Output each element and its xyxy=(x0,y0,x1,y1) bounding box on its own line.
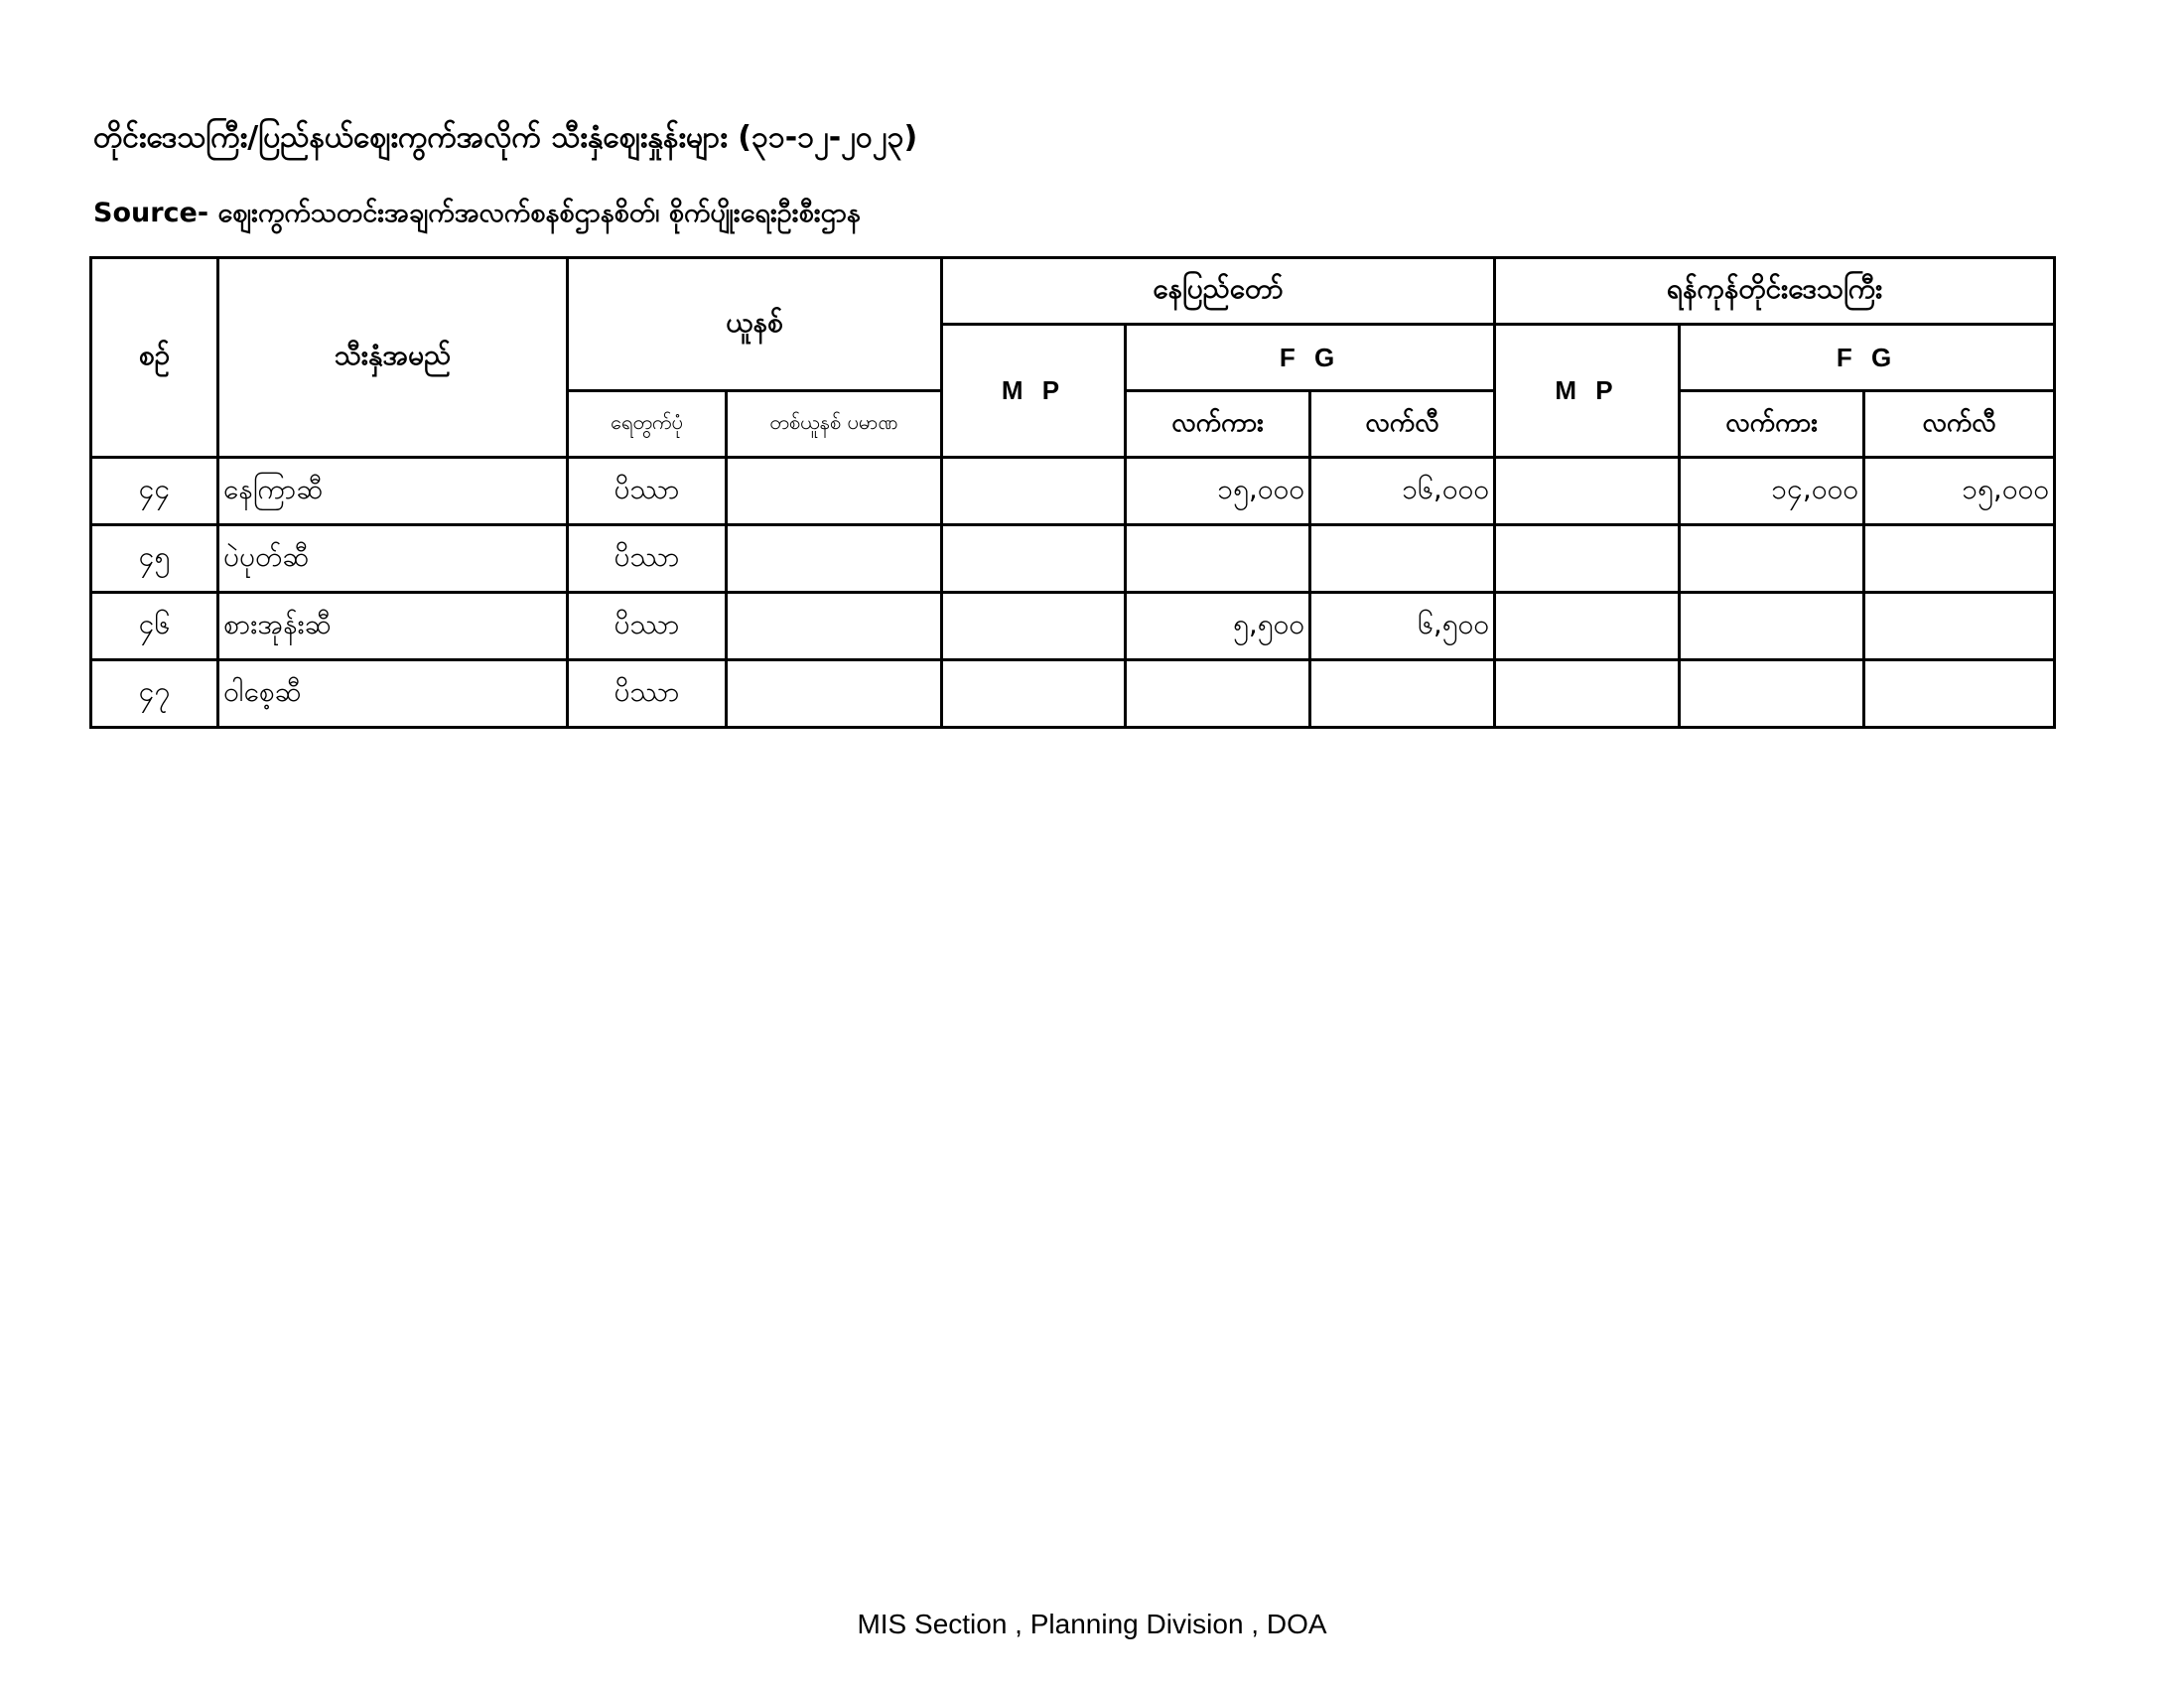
header-unit-local: ရေတွက်ပုံ xyxy=(568,391,727,458)
row-ygn-retail xyxy=(1864,593,2055,660)
row-npt-mp xyxy=(942,660,1126,728)
header-ygn-retail: လက်လီ xyxy=(1864,391,2055,458)
row-unit-measure xyxy=(727,593,942,660)
row-npt-retail xyxy=(1310,660,1495,728)
row-npt-mp xyxy=(942,525,1126,593)
row-ygn-wholesale: ၁၄,၀၀၀ xyxy=(1680,458,1864,525)
row-npt-mp xyxy=(942,458,1126,525)
row-npt-retail xyxy=(1310,525,1495,593)
page-footer: MIS Section , Planning Division , DOA xyxy=(857,1609,1327,1639)
table-row xyxy=(91,458,2055,525)
row-ygn-wholesale xyxy=(1680,593,1864,660)
header-npt-retail: လက်လီ xyxy=(1310,391,1495,458)
header-yangon: ရန်ကုန်တိုင်းဒေသကြီး xyxy=(1495,258,2055,325)
row-ygn-mp xyxy=(1495,458,1680,525)
price-table xyxy=(89,256,2056,729)
row-ygn-retail xyxy=(1864,525,2055,593)
row-crop-name: နေကြာဆီ xyxy=(218,458,568,525)
row-unit-measure xyxy=(727,525,942,593)
row-unit-measure xyxy=(727,458,942,525)
row-unit-local: ပိဿာ xyxy=(568,525,727,593)
source-note: Source- ဈေးကွက်သတင်းအချက်အလက်စနစ်ဌာနစိတ်၊ စိုက်ပျိုးရေးဦးစီးဌာန xyxy=(93,198,861,228)
header-ygn-wholesale: လက်ကား xyxy=(1680,391,1864,458)
row-npt-wholesale xyxy=(1126,525,1310,593)
row-npt-retail: ၁၆,၀၀၀ xyxy=(1310,458,1495,525)
page-title: တိုင်းဒေသကြီး/ပြည်နယ်ဈေးကွက်အလိုက် သီးနှံဈေးနှုန်းများ (၃၁-၁၂-၂၀၂၃) xyxy=(93,120,918,155)
row-crop-name: ဝါစေ့ဆီ xyxy=(218,660,568,728)
header-unit-measure: တစ်ယူနစ် ပမာဏ xyxy=(727,391,942,458)
row-unit-measure xyxy=(727,660,942,728)
row-unit-local: ပိဿာ xyxy=(568,660,727,728)
row-npt-wholesale xyxy=(1126,660,1310,728)
row-ygn-mp xyxy=(1495,593,1680,660)
header-no: စဉ် xyxy=(91,258,218,458)
header-npt-wholesale: လက်ကား xyxy=(1126,391,1310,458)
row-ygn-mp xyxy=(1495,525,1680,593)
row-ygn-retail: ၁၅,၀၀၀ xyxy=(1864,458,2055,525)
header-npt-mp: M P xyxy=(942,325,1126,458)
row-no: ၄၅ xyxy=(91,525,218,593)
row-crop-name: စားအုန်းဆီ xyxy=(218,593,568,660)
table-row xyxy=(91,593,2055,660)
header-unit: ယူနစ် xyxy=(568,258,942,391)
row-ygn-retail xyxy=(1864,660,2055,728)
header-crop-name: သီးနှံအမည် xyxy=(218,258,568,458)
header-ygn-mp: M P xyxy=(1495,325,1680,458)
row-ygn-wholesale xyxy=(1680,525,1864,593)
table-row xyxy=(91,525,2055,593)
row-no: ၄၆ xyxy=(91,593,218,660)
table-row xyxy=(91,660,2055,728)
header-naypyitaw: နေပြည်တော် xyxy=(942,258,1495,325)
row-no: ၄၄ xyxy=(91,458,218,525)
row-npt-wholesale: ၅,၅၀၀ xyxy=(1126,593,1310,660)
row-crop-name: ပဲပုတ်ဆီ xyxy=(218,525,568,593)
row-npt-mp xyxy=(942,593,1126,660)
row-no: ၄၇ xyxy=(91,660,218,728)
row-unit-local: ပိဿာ xyxy=(568,593,727,660)
row-ygn-wholesale xyxy=(1680,660,1864,728)
header-npt-fg: F G xyxy=(1126,325,1495,391)
row-unit-local: ပိဿာ xyxy=(568,458,727,525)
row-npt-wholesale: ၁၅,၀၀၀ xyxy=(1126,458,1310,525)
row-ygn-mp xyxy=(1495,660,1680,728)
row-npt-retail: ၆,၅၀၀ xyxy=(1310,593,1495,660)
header-ygn-fg: F G xyxy=(1680,325,2055,391)
